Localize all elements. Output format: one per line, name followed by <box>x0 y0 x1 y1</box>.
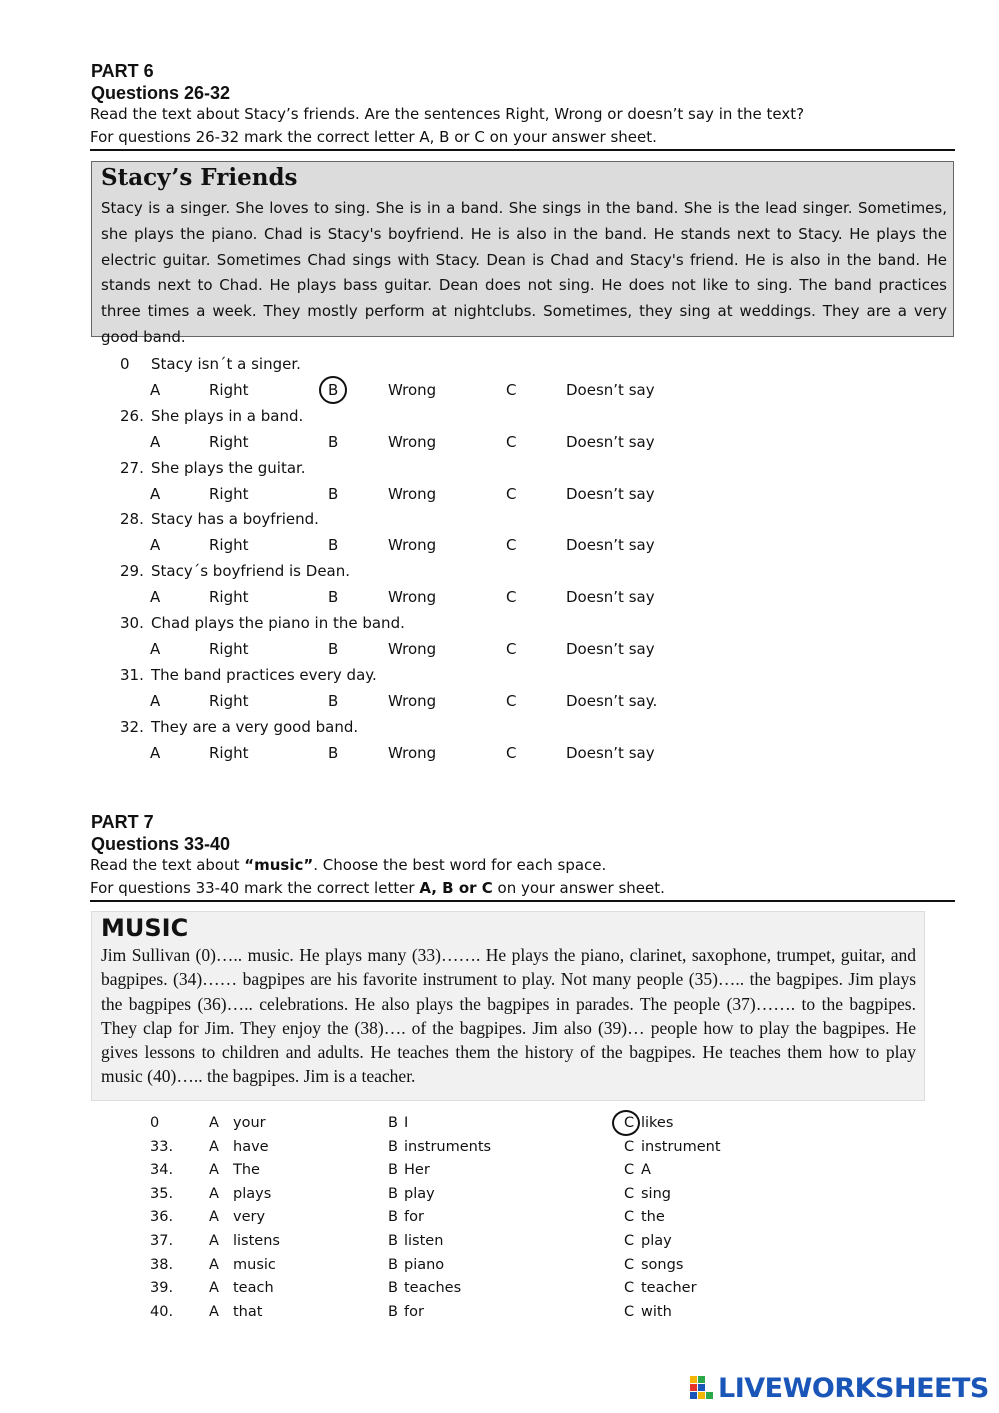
option-a-word: teach <box>233 1280 274 1296</box>
option-c-letter[interactable]: C <box>624 1304 635 1320</box>
option-a-word: very <box>233 1209 266 1225</box>
option-c-letter[interactable]: C <box>506 744 517 762</box>
part6-divider <box>90 149 955 151</box>
part7-instruction-1 <box>90 854 606 877</box>
stacys-friends-title: Stacy’s Friends <box>101 164 298 191</box>
option-a-word: have <box>233 1139 269 1155</box>
option-b-letter[interactable]: B <box>388 1233 398 1249</box>
question-number: 26. <box>120 407 144 425</box>
option-b-label: Wrong <box>388 381 437 399</box>
option-b-word: for <box>404 1304 424 1320</box>
option-row-number: 38. <box>150 1257 174 1273</box>
option-a-label: Right <box>209 744 249 762</box>
option-a-word: plays <box>233 1186 272 1202</box>
option-c-word: with <box>641 1304 672 1320</box>
music-text-box <box>91 911 925 1101</box>
option-c-letter[interactable]: C <box>506 485 517 503</box>
option-c-letter[interactable]: C <box>506 588 517 606</box>
option-c-label: Doesn’t say <box>566 381 655 399</box>
option-c-letter[interactable]: C <box>624 1186 635 1202</box>
question-number: 29. <box>120 562 144 580</box>
stacys-friends-passage: Stacy is a singer. She loves to sing. She is in a band. She sings in the band. She is the lead singer. Sometimes, she plays the piano. Chad is Stacy's boyfriend. He is also in the band. He stands next to Stacy. He plays the electric guitar. Sometimes Chad sings with Stacy. Dean is Chad and Stacy's friend. He is also in the band. He stands next to Chad. He plays bass guitar. Dean does not sing. He does not like to sing. The band practices three times a week. They mostly perform at nightclubs. Sometimes, they sing at weddings. They are a very good band. <box>101 199 947 346</box>
part7-instruction-2-bold: A, B or C <box>419 879 493 897</box>
option-a-letter[interactable]: A <box>209 1233 219 1249</box>
option-a-letter[interactable]: A <box>209 1139 219 1155</box>
part6-instruction-1: Read the text about Stacy’s friends. Are the sentences Right, Wrong or doesn’t say in the text? <box>90 105 805 123</box>
question-text: She plays in a band. <box>151 407 304 425</box>
option-a-letter[interactable]: A <box>209 1186 219 1202</box>
question-number: 32. <box>120 718 144 736</box>
option-a-word: your <box>233 1115 266 1131</box>
question-text: She plays the guitar. <box>151 459 306 477</box>
question-number: 31. <box>120 666 144 684</box>
option-b-letter[interactable]: B <box>388 1162 398 1178</box>
option-c-letter[interactable]: C <box>624 1115 635 1131</box>
option-b-letter[interactable]: B <box>388 1304 398 1320</box>
option-b-letter[interactable]: B <box>328 485 339 503</box>
question-number: 0 <box>120 355 130 373</box>
music-passage: Jim Sullivan (0)….. music. He plays many (33)……. He plays the piano, clarinet, saxophone, trumpet, guitar, and bagpipes. (34)…… bagpipes are his favorite instrument to play. Not many people (35)….. the bagpipes. Jim plays the bagpipes (36)….. celebrations. He also plays the bagpipes in parades. The people (37)……. to the bagpipes. They clap for Jim. They enjoy the (38)…. of the bagpipes. Jim also (39)… people how to play the bagpipes. He gives lessons to children and adults. He teaches them the history of the bagpipes. He teaches them how to play music (40)….. the bagpipes. Jim is a teacher. <box>101 945 916 1087</box>
option-a-word: that <box>233 1304 263 1320</box>
question-number: 30. <box>120 614 144 632</box>
part7-subtitle: Questions 33-40 <box>91 834 231 854</box>
option-b-letter[interactable]: B <box>388 1139 398 1155</box>
part7-instruction-2-post: on your answer sheet. <box>492 879 665 897</box>
option-a-letter[interactable]: A <box>150 588 161 606</box>
option-a-word: music <box>233 1257 276 1273</box>
option-c-word: sing <box>641 1186 671 1202</box>
option-c-label: Doesn’t say <box>566 536 655 554</box>
part7-divider <box>90 900 955 902</box>
option-a-word: The <box>233 1162 260 1178</box>
option-b-label: Wrong <box>388 692 437 710</box>
option-c-letter[interactable]: C <box>624 1162 635 1178</box>
option-a-letter[interactable]: A <box>209 1209 219 1225</box>
liveworksheets-brand: LIVEWORKSHEETS <box>718 1373 989 1404</box>
option-c-word: play <box>641 1233 672 1249</box>
option-a-word: listens <box>233 1233 280 1249</box>
option-b-word: piano <box>404 1257 445 1273</box>
option-b-letter[interactable]: B <box>328 536 339 554</box>
option-b-word: Her <box>404 1162 430 1178</box>
option-c-word: songs <box>641 1257 684 1273</box>
option-a-label: Right <box>209 536 249 554</box>
option-b-label: Wrong <box>388 433 437 451</box>
option-c-letter[interactable]: C <box>506 640 517 658</box>
option-b-letter[interactable]: B <box>388 1280 398 1296</box>
question-text: The band practices every day. <box>151 666 377 684</box>
option-a-label: Right <box>209 588 249 606</box>
option-b-letter[interactable]: B <box>328 381 339 399</box>
option-row-number: 34. <box>150 1162 174 1178</box>
option-row-number: 39. <box>150 1280 174 1296</box>
question-text: Chad plays the piano in the band. <box>151 614 405 632</box>
part7-instruction-1-post: . Choose the best word for each space. <box>313 856 607 874</box>
option-c-letter[interactable]: C <box>624 1209 635 1225</box>
option-c-letter[interactable]: C <box>506 692 517 710</box>
question-text: Stacy isn´t a singer. <box>151 355 301 373</box>
option-a-letter[interactable]: A <box>150 744 161 762</box>
option-c-letter[interactable]: C <box>506 433 517 451</box>
answer-circle <box>319 376 347 404</box>
option-b-word: for <box>404 1209 424 1225</box>
part7-instruction-1-pre: Read the text about <box>90 856 245 874</box>
option-b-word: instruments <box>404 1139 492 1155</box>
option-b-label: Wrong <box>388 485 437 503</box>
option-c-label: Doesn’t say <box>566 433 655 451</box>
part7-instruction-1-bold: “music” <box>244 856 314 874</box>
part6-subtitle: Questions 26-32 <box>91 83 231 103</box>
option-a-label: Right <box>209 640 249 658</box>
option-b-word: listen <box>404 1233 444 1249</box>
option-a-letter[interactable]: A <box>150 640 161 658</box>
option-b-letter[interactable]: B <box>328 433 339 451</box>
option-row-number: 40. <box>150 1304 174 1320</box>
option-c-label: Doesn’t say. <box>566 692 658 710</box>
option-a-label: Right <box>209 692 249 710</box>
option-row-number: 37. <box>150 1233 174 1249</box>
option-a-letter[interactable]: A <box>150 433 161 451</box>
option-row-number: 36. <box>150 1209 174 1225</box>
option-a-letter[interactable]: A <box>150 692 161 710</box>
option-b-letter[interactable]: B <box>328 640 339 658</box>
option-c-label: Doesn’t say <box>566 640 655 658</box>
question-number: 27. <box>120 459 144 477</box>
part7-instruction-2 <box>90 877 665 900</box>
option-b-label: Wrong <box>388 640 437 658</box>
option-c-label: Doesn’t say <box>566 588 655 606</box>
part6-instruction-2: For questions 26-32 mark the correct letter A, B or C on your answer sheet. <box>90 128 657 146</box>
option-c-letter[interactable]: C <box>624 1139 635 1155</box>
option-b-label: Wrong <box>388 588 437 606</box>
option-a-letter[interactable]: A <box>150 536 161 554</box>
option-c-word: instrument <box>641 1139 721 1155</box>
option-b-letter[interactable]: B <box>388 1257 398 1273</box>
option-c-letter[interactable]: C <box>624 1280 635 1296</box>
question-text: Stacy´s boyfriend is Dean. <box>151 562 351 580</box>
option-a-label: Right <box>209 433 249 451</box>
question-text: Stacy has a boyfriend. <box>151 510 319 528</box>
option-a-letter[interactable]: A <box>209 1162 219 1178</box>
option-b-word: teaches <box>404 1280 462 1296</box>
option-b-letter[interactable]: B <box>388 1186 398 1202</box>
option-c-label: Doesn’t say <box>566 744 655 762</box>
option-b-label: Wrong <box>388 744 437 762</box>
option-a-label: Right <box>209 381 249 399</box>
option-a-letter[interactable]: A <box>150 485 161 503</box>
option-c-letter[interactable]: C <box>624 1233 635 1249</box>
music-title: MUSIC <box>101 914 189 942</box>
liveworksheets-logo-icon <box>690 1376 714 1400</box>
part7-instruction-2-pre: For questions 33-40 mark the correct letter <box>90 879 420 897</box>
option-c-label: Doesn’t say <box>566 485 655 503</box>
option-a-letter[interactable]: A <box>209 1280 219 1296</box>
option-b-letter[interactable]: B <box>328 692 339 710</box>
option-c-word: likes <box>641 1115 674 1131</box>
stacys-friends-text-box <box>91 161 954 346</box>
option-b-letter[interactable]: B <box>388 1115 398 1131</box>
answer-circle <box>612 1110 640 1136</box>
part6-title: PART 6 <box>91 61 154 81</box>
option-b-label: Wrong <box>388 536 437 554</box>
option-a-letter[interactable]: A <box>209 1257 219 1273</box>
option-row-number: 0 <box>150 1115 160 1131</box>
part7-title: PART 7 <box>91 812 154 832</box>
option-a-letter[interactable]: A <box>209 1115 219 1131</box>
option-a-label: Right <box>209 485 249 503</box>
option-row-number: 33. <box>150 1139 174 1155</box>
option-c-letter[interactable]: C <box>506 536 517 554</box>
option-a-letter[interactable]: A <box>150 381 161 399</box>
question-number: 28. <box>120 510 144 528</box>
option-row-number: 35. <box>150 1186 174 1202</box>
option-c-letter[interactable]: C <box>506 381 517 399</box>
option-c-word: A <box>641 1162 651 1178</box>
option-b-letter[interactable]: B <box>328 744 339 762</box>
option-c-word: teacher <box>641 1280 697 1296</box>
option-c-word: the <box>641 1209 665 1225</box>
option-b-letter[interactable]: B <box>388 1209 398 1225</box>
option-c-letter[interactable]: C <box>624 1257 635 1273</box>
question-text: They are a very good band. <box>151 718 359 736</box>
option-b-word: I <box>404 1115 409 1131</box>
option-b-letter[interactable]: B <box>328 588 339 606</box>
option-a-letter[interactable]: A <box>209 1304 219 1320</box>
option-b-word: play <box>404 1186 435 1202</box>
